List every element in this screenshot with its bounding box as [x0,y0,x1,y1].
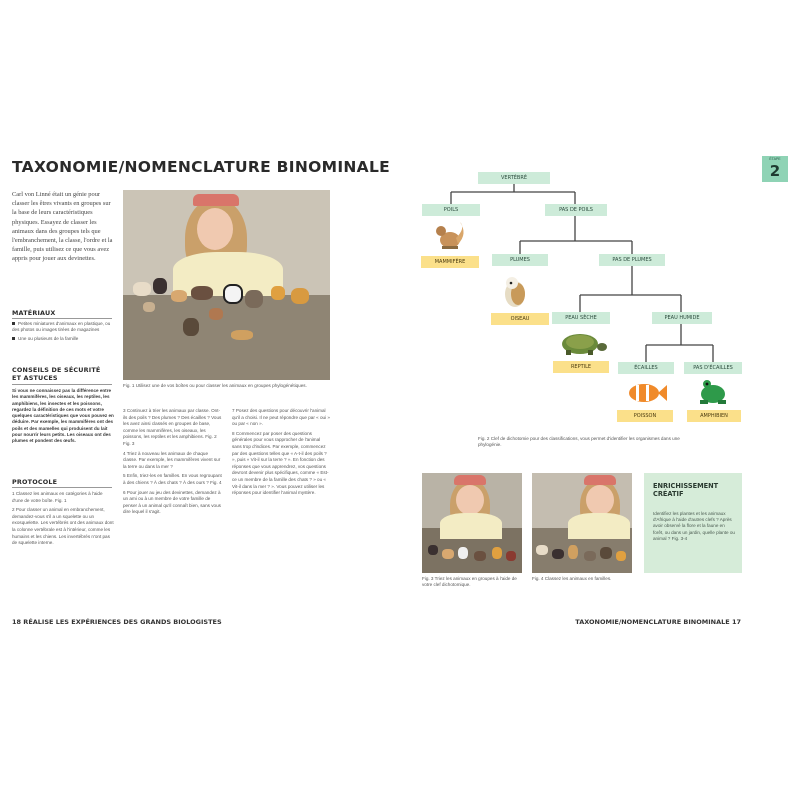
photo-4-caption: Fig. 4 Classez les animaux en familles. [532,576,612,581]
node-poils: POILS [422,204,480,216]
tree-caption: Fig. 2 Clef de dichotomie pour des classifications, vous permet d'identifier les organismes dans une phylogénie. [478,436,680,447]
node-plumes: PLUMES [492,254,548,266]
frog-icon [696,376,730,406]
creative-enrichment-box [644,473,742,573]
left-footer: 18 RÉALISE LES EXPÉRIENCES DES GRANDS BIOLOGISTES [12,618,222,626]
clownfish-icon [624,380,668,406]
page-title: TAXONOMIE/NOMENCLATURE BINOMINALE [12,158,391,176]
steps-column-3 [232,408,330,500]
step: 5 Enfin, triez-les en familles. En vous regroupant à des chiens ? À des chats ? À des ours ? Fig. 4 [123,473,222,485]
node-peau-humide: PEAU HUMIDE [652,312,712,324]
protocol-steps [12,491,114,550]
node-amphibien: AMPHIBIEN [687,410,741,422]
photo-caption: Fig. 1 Utilisez une de vos boîtes ou pour classer les animaux en groupes phylogénétiques. [123,383,307,388]
materiel-heading: MATÉRIAUX [12,309,56,317]
step: 7 Posez des questions pour découvrir l'animal qu'il a choisi. Il ne peut répondre que par « oui » ou par « non ». [232,408,330,427]
step: 1 Classez les animaux en catégories à l'aide d'une de votre boîte. Fig. 1 [12,491,103,503]
step-badge [762,156,788,182]
divider [12,384,112,385]
steps-column-2 [123,408,223,519]
girl-sorting-photo-3 [422,473,522,573]
node-oiseau: OISEAU [491,313,549,325]
intro-paragraph: Carl von Linné était un génie pour classer les êtres vivants en groupes sur la base de leurs caractéristiques physiques. Essayez de classer les animaux dans des groupes tels que l'embranchement, la classe, l'ordre et la famille, puis utilisez ce que vous avez appris pour jouer aux devinettes. [12,191,113,263]
step: 3 Continuez à trier les animaux par classe. Ont-ils des poils ? Des plumes ? Des écailles ? Vous les avez ainsi classés en groupes de base, comme les mammifères, les oiseaux, les poissons, les reptiles et les amphibiens. Fig. 2 Fig. 3 [123,408,222,446]
girl-sorting-photo-4 [532,473,632,573]
step: 4 Triez à nouveau les animaux de chaque classe. Par exemple, les mammifères vivent sur la terre ou dans la mer ? [123,450,221,469]
node-vertebre: VERTÉBRÉ [478,172,550,184]
divider [12,487,112,488]
list-item: Une ou plusieurs de la famille [12,336,114,342]
enrichment-heading: ENRICHISSEMENT CRÉATIF [653,482,719,498]
node-ecailles: ÉCAILLES [618,362,674,374]
protocol-heading: PROTOCOLE [12,478,58,486]
step: 2 Pour classer un animal en embranchement, demandez-vous s'il a un squelette ou un exosquelette. Les vertébrés ont des animaux dont la colonne vertébrale est à l'intérieur, comme les humains et les chiens. Les invertébrés n'ont pas de squelette interne. [12,507,114,546]
enrichment-text: Identifiez les plantes et les animaux d'Afrique à l'aide d'autres clefs ? Après avoir observé la flore et la faune en forêt, ou dans un jardin, quelle plante ou animal ? Fig. 3-4 [653,511,735,541]
photo-3-caption: Fig. 3 Triez les animaux en groupes à l'aide de votre clef dichotomique. [422,576,517,587]
node-reptile: REPTILE [553,361,609,373]
girl-with-animals-photo [123,190,330,380]
list-item: Petites miniatures d'animaux en plastique, ou des photos ou images tirées de magazines [12,321,111,333]
node-peau-seche: PEAU SÈCHE [552,312,610,324]
safety-heading: CONSEILS DE SÉCURITÉ ET ASTUCES [12,366,101,382]
badge-number: 2 [769,162,781,180]
node-poisson: POISSON [617,410,673,422]
materiel-list [12,321,114,342]
safety-text: Si vous ne connaissez pas la différence entre les mammifères, les oiseaux, les reptiles, les amphibiens, les insectes et les poissons, regardez la définition de ces mots et votre quelques caractéristiques que vous pouvez en déduire. Par exemple, les mammifères ont des poils et des mamelles qui produisent du lait pour nourrir leurs petits. Les oiseaux ont des plumes et pondent des œufs. [12,388,114,444]
node-pas-de-poils: PAS DE POILS [545,204,607,216]
node-pas-ecailles: PAS D'ÉCAILLES [684,362,742,374]
node-pas-de-plumes: PAS DE PLUMES [599,254,665,266]
right-footer: TAXONOMIE/NOMENCLATURE BINOMINALE 17 [575,618,741,626]
turtle-icon [556,330,608,358]
node-mammifere: MAMMIFÈRE [421,256,479,268]
squirrel-icon [428,222,468,252]
owl-icon [500,272,530,310]
divider [12,318,112,319]
step: 8 Commencez par poser des questions générales pour vous rapprocher de l'animal sans trop d'indices. Par exemple, commencez par des questions telles que « A-t-il des poils ? », puis « Vit-il sur la terre ? ». En fonction des réponses que vous apprendrez, vos questions devront devenir plus spécifiques, comme « Est-ce un membre de la famille des chats ? » ou « Vit-il dans la mer ? ». Vous pouvez utiliser les réponses pour identifier l'animal mystère. [232,430,329,496]
badge-label: ÉTAPE [769,157,781,161]
step: 6 Pour jouer au jeu des devinettes, demandez à un ami ou à un membre de votre famille de penser à un animal qu'il connaît bien, sans vous dire lequel il s'agit. [123,489,221,515]
